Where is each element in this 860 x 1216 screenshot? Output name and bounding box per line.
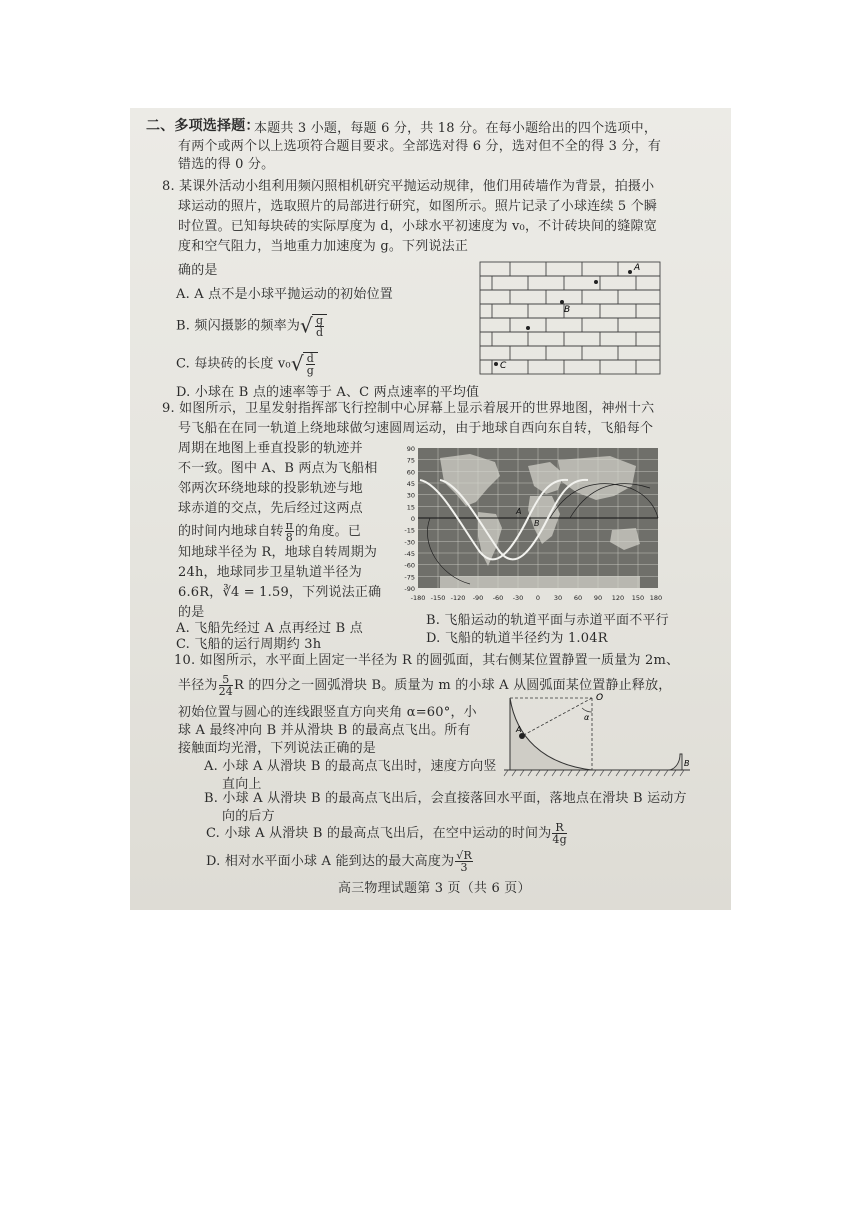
- map-y-tick: 30: [406, 491, 415, 500]
- map-y-tick: -90: [404, 585, 415, 593]
- q8-brick-wall-figure: [478, 258, 664, 380]
- map-x-tick: 60: [573, 594, 583, 602]
- q9-stem-line: 6.6R，∛4 = 1.59，下列说法正确: [178, 585, 382, 600]
- q10-option-d-den: 3: [460, 861, 468, 874]
- q10-option-b-cont: 向的后方: [222, 809, 275, 824]
- q8-option-b: B. 频闪摄影的频率为√ $\frac{g}{d}$: [176, 314, 327, 338]
- map-y-tick: -15: [404, 526, 415, 535]
- q8-stem-line: 8. 某课外活动小组利用频闪照相机研究平抛运动规律，他们用砖墙作为背景，拍摄小: [162, 179, 655, 194]
- map-x-tick: 150: [631, 594, 645, 602]
- ball-position-c: [494, 362, 498, 366]
- q10-option-b: B. 小球 A 从滑块 B 的最高点飞出后，会直接落回水平面，落地点在滑块 B 运动方: [204, 791, 687, 806]
- ground-hatch: [504, 770, 684, 776]
- q8-option-d: D. 小球在 B 点的速率等于 A、C 两点速率的平均值: [176, 385, 480, 400]
- q9-stem-line: [178, 520, 361, 543]
- map-y-tick: 0: [410, 515, 415, 523]
- q10-option-d-text: D. 相对水平面小球 A 能到达的最大高度为: [206, 854, 455, 869]
- q9-stem-text: 的角度。已: [295, 524, 362, 539]
- q10-stem-text: R 的四分之一圆弧滑块 B。质量为 m 的小球 A 从圆弧面某位置静止释放，: [234, 678, 672, 693]
- q10-option-a: A. 小球 A 从滑块 B 的最高点飞出时，速度方向竖: [204, 759, 497, 774]
- q10-option-d-num: √R: [456, 849, 472, 862]
- q10-option-a-cont: 直向上: [222, 777, 262, 792]
- q8-stem-line: 度和空气阻力，当地重力加速度为 g。下列说法正: [178, 239, 469, 254]
- q8-option-c-num: d: [306, 352, 315, 365]
- q10-fraction-den: 24: [218, 685, 234, 698]
- q10-option-c-num: R: [552, 822, 566, 834]
- q10-stem-text: 半径为: [178, 678, 218, 693]
- q9-fraction-num: π: [285, 519, 294, 532]
- map-x-tick: 180: [649, 594, 663, 602]
- q8-stem-line: 时位置。已知每块砖的实际厚度为 d，小球水平初速度为 v₀，不计砖块间的缝隙宽: [178, 219, 657, 234]
- map-label-b: B: [534, 519, 540, 528]
- label-a: A: [516, 725, 522, 734]
- map-x-tick: 120: [611, 594, 625, 602]
- q10-stem-line: 球 A 最终冲向 B 并从滑块 B 的最高点飞出。所有: [178, 723, 471, 738]
- label-c: C: [500, 361, 507, 371]
- map-x-axis-ticks: [411, 594, 663, 602]
- q9-stem-line: 号飞船在在同一轨道上绕地球做匀速圆周运动，由于地球自西向东自转，飞船每个: [178, 421, 654, 436]
- map-y-tick: -75: [404, 573, 415, 582]
- q8-stem-line: 确的是: [178, 263, 218, 278]
- map-y-tick: 45: [406, 480, 415, 488]
- label-b: B: [684, 759, 690, 768]
- q9-option-b: B. 飞船运动的轨道平面与赤道平面不平行: [426, 613, 669, 628]
- q9-fraction-den: 8: [285, 531, 293, 544]
- q9-option-a: A. 飞船先经过 A 点再经过 B 点: [176, 621, 363, 636]
- map-x-tick: -30: [512, 594, 524, 602]
- q10-option-c-text: C. 小球 A 从滑块 B 的最高点飞出后，在空中运动的时间为: [206, 826, 552, 841]
- map-y-tick: 60: [406, 468, 415, 477]
- page-footer: 高三物理试题第 3 页（共 6 页）: [338, 881, 531, 896]
- q8-option-c-den: g: [306, 364, 315, 377]
- q10-option-c-den: 4g: [552, 833, 567, 846]
- ball-position: [594, 280, 598, 284]
- map-y-tick: 15: [406, 503, 415, 512]
- label-o: O: [596, 693, 604, 703]
- q9-stem-line: 知地球半径为 R，地球自转周期为: [178, 545, 378, 560]
- radius-dashed-line: [522, 698, 592, 736]
- map-x-tick: 90: [593, 594, 603, 602]
- q9-stem-line: 周期在地图上垂直投影的轨迹并: [178, 441, 363, 456]
- map-y-axis-ticks: [404, 445, 415, 593]
- q8-stem-line: 球运动的照片，选取照片的局部进行研究，如图所示。照片记录了小球连续 5 个瞬: [178, 199, 658, 214]
- exam-page-photo: [130, 108, 731, 910]
- q8-option-b-den: d: [315, 326, 324, 339]
- map-x-tick: 30: [553, 594, 563, 602]
- ball-position: [526, 326, 530, 330]
- q10-stem-line: 初始位置与圆心的连线跟竖直方向夹角 α=60°，小: [178, 705, 477, 720]
- map-x-tick: -180: [410, 594, 426, 602]
- angle-arc: [582, 708, 592, 712]
- q9-stem-line: 不一致。图中 A、B 两点为飞船相: [178, 461, 378, 476]
- q9-stem-line: 9. 如图所示，卫星发射指挥部飞行控制中心屏幕上显示着展开的世界地图，神州十六: [162, 401, 655, 416]
- q8-option-a: A. A 点不是小球平抛运动的初始位置: [176, 287, 393, 302]
- section-title: 二、多项选择题：: [146, 118, 260, 134]
- label-a: A: [634, 263, 641, 273]
- q8-option-c-text: C. 每块砖的长度 v₀: [176, 356, 291, 372]
- map-y-tick: -60: [404, 561, 415, 570]
- q9-stem-line: 24h，地球同步卫星轨道半径为: [178, 565, 362, 580]
- map-x-tick: -60: [492, 594, 504, 602]
- q10-arc-slider-figure: [502, 692, 692, 778]
- section-intro-line: 本题共 3 小题，每题 6 分，共 18 分。在每小题给出的四个选项中，: [254, 121, 658, 136]
- q10-stem-line: 10. 如图所示，水平面上固定一半径为 R 的圆弧面，其右侧某位置静置一质量为 2m、: [174, 653, 680, 668]
- q8-option-b-text: B. 频闪摄影的频率为: [176, 318, 301, 334]
- map-label-a: A: [516, 507, 522, 516]
- q9-world-map-figure: [400, 444, 663, 608]
- map-x-tick: -90: [472, 594, 484, 602]
- map-y-tick: -30: [404, 538, 415, 547]
- label-b: B: [564, 305, 571, 315]
- q9-stem-line: 球赤道的交点，先后经过这两点: [178, 501, 363, 516]
- q10-option-d: [206, 850, 474, 873]
- q9-option-d: D. 飞船的轨道半径约为 1.04R: [426, 631, 608, 646]
- q9-stem-line: 邻两次环绕地球的投影轨迹与地: [178, 481, 363, 496]
- slider-b: [668, 754, 682, 770]
- q8-option-b-num: g: [315, 314, 324, 327]
- q10-fraction-num: 5: [219, 674, 233, 686]
- map-x-tick: -150: [430, 594, 446, 602]
- ball-position-b: [560, 300, 564, 304]
- q9-stem-line: 的是: [178, 605, 205, 620]
- ball-position-a: [628, 270, 632, 274]
- map-y-tick: 90: [406, 445, 415, 453]
- map-x-tick: 0: [535, 594, 541, 602]
- q10-stem-line: 接触面均光滑，下列说法正确的是: [178, 741, 377, 756]
- q9-option-c: C. 飞船的运行周期约 3h: [176, 637, 322, 652]
- map-x-tick: -120: [450, 594, 466, 602]
- q8-option-c: C. 每块砖的长度 v₀√ $\frac{d}{g}$: [176, 352, 318, 376]
- q9-stem-text: 的时间内地球自转: [178, 524, 284, 539]
- label-alpha: α: [584, 713, 590, 722]
- section-intro-line: 错选的得 0 分。: [178, 157, 275, 172]
- q10-option-c: [206, 822, 568, 845]
- map-y-tick: -45: [404, 550, 415, 558]
- section-intro-line: 有两个或两个以上选项符合题目要求。全部选对得 6 分，选对但不全的得 3 分，有: [178, 139, 662, 154]
- map-y-tick: 75: [406, 456, 415, 465]
